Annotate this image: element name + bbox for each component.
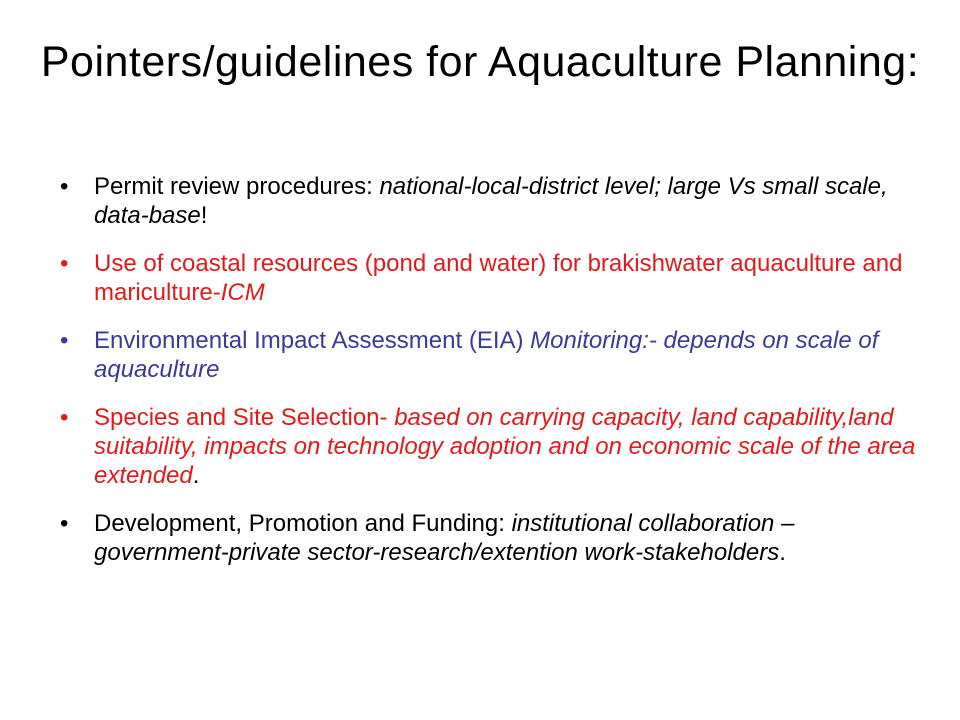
bullet-marker: • xyxy=(60,250,69,277)
bullet-italic: institutional collaboration –government-private sector-research/extention work-stakeholders xyxy=(94,510,795,566)
bullet-tail: . xyxy=(779,539,786,566)
bullet-permit-review xyxy=(60,172,920,230)
slide-title: Pointers/guidelines for Aquaculture Planning: xyxy=(40,38,920,86)
bullet-marker: • xyxy=(60,404,69,431)
bullet-italic: Monitoring:- depends on scale of aquaculture xyxy=(94,327,879,383)
bullet-marker: • xyxy=(60,173,69,200)
bullet-species-site-selection xyxy=(60,403,920,490)
bullet-italic: national-local-district level; large Vs small scale, data-base xyxy=(94,173,888,229)
bullet-development-funding xyxy=(60,509,920,567)
bullet-marker: • xyxy=(60,510,69,537)
bullet-lead: Permit review procedures: xyxy=(94,173,380,200)
bullet-lead: Use of coastal resources (pond and water) for brakishwater aquaculture and mariculture- xyxy=(94,250,903,306)
bullet-list xyxy=(60,172,920,586)
bullet-lead: Development, Promotion and Funding: xyxy=(94,510,512,537)
bullet-tail: . xyxy=(192,462,200,489)
bullet-tail: ! xyxy=(200,202,208,229)
bullet-italic: based on carrying capacity, land capability,land suitability, impacts on technology adoption and on economic scale of the area extended xyxy=(94,404,916,489)
bullet-eia xyxy=(60,326,920,384)
bullet-coastal-resources xyxy=(60,249,920,307)
bullet-marker: • xyxy=(60,327,69,354)
bullet-lead: Environmental Impact Assessment (EIA) xyxy=(94,327,531,354)
bullet-italic: ICM xyxy=(220,279,265,306)
bullet-lead: Species and Site Selection- xyxy=(94,404,395,431)
